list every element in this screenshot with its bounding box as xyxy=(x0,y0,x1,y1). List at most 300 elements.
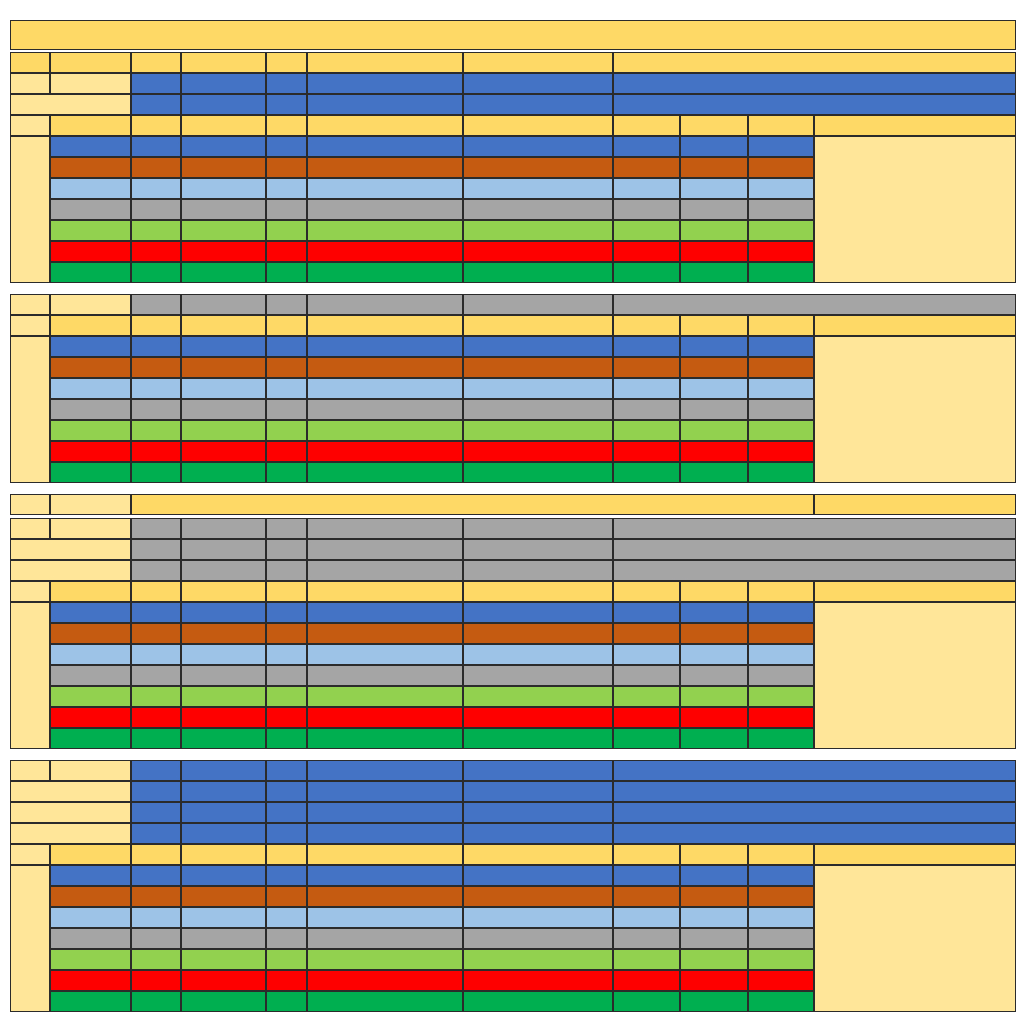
ship-name[interactable] xyxy=(181,560,266,581)
total-cell[interactable] xyxy=(307,707,463,728)
total-cell[interactable] xyxy=(680,220,748,241)
total-cell[interactable] xyxy=(613,665,680,686)
ship-location[interactable] xyxy=(307,73,463,94)
total-cell[interactable] xyxy=(266,728,307,749)
power-label-germany[interactable] xyxy=(50,928,131,949)
total-cell[interactable] xyxy=(463,420,613,441)
summary-header-cell[interactable] xyxy=(50,581,131,602)
total-cell[interactable] xyxy=(463,136,613,157)
total-cell[interactable] xyxy=(307,686,463,707)
total-cell[interactable] xyxy=(748,623,814,644)
total-cell[interactable] xyxy=(181,136,266,157)
ship-cause[interactable] xyxy=(463,802,613,823)
total-cell[interactable] xyxy=(266,441,307,462)
total-cell[interactable] xyxy=(266,241,307,262)
total-cell[interactable] xyxy=(613,262,680,283)
main-header-cell[interactable] xyxy=(307,52,463,73)
ship-comment[interactable] xyxy=(613,539,1016,560)
total-cell[interactable] xyxy=(463,462,613,483)
total-cell[interactable] xyxy=(307,441,463,462)
ship-type[interactable] xyxy=(266,560,307,581)
total-cell[interactable] xyxy=(748,336,814,357)
summary-header-cell[interactable] xyxy=(266,115,307,136)
total-cell[interactable] xyxy=(181,886,266,907)
total-cell[interactable] xyxy=(266,686,307,707)
summary-header-cell[interactable] xyxy=(181,315,266,336)
main-header-cell[interactable] xyxy=(613,52,1016,73)
summary-header-cell[interactable] xyxy=(814,844,1016,865)
total-cell[interactable] xyxy=(307,399,463,420)
total-cell[interactable] xyxy=(613,336,680,357)
ship-type[interactable] xyxy=(266,294,307,315)
total-cell[interactable] xyxy=(131,602,181,623)
total-cell[interactable] xyxy=(131,886,181,907)
total-cell[interactable] xyxy=(307,336,463,357)
total-cell[interactable] xyxy=(613,707,680,728)
total-cell[interactable] xyxy=(266,991,307,1012)
total-cell[interactable] xyxy=(181,220,266,241)
main-header-cell[interactable] xyxy=(266,52,307,73)
spacer-cell[interactable] xyxy=(10,115,50,136)
total-cell[interactable] xyxy=(748,686,814,707)
total-cell[interactable] xyxy=(463,241,613,262)
total-cell[interactable] xyxy=(181,991,266,1012)
summary-header-cell[interactable] xyxy=(748,315,814,336)
total-cell[interactable] xyxy=(748,399,814,420)
total-cell[interactable] xyxy=(266,865,307,886)
total-cell[interactable] xyxy=(131,241,181,262)
total-cell[interactable] xyxy=(463,686,613,707)
total-cell[interactable] xyxy=(131,357,181,378)
total-cell[interactable] xyxy=(680,907,748,928)
ship-cause[interactable] xyxy=(463,94,613,115)
ship-power[interactable] xyxy=(131,539,181,560)
turn-cell[interactable] xyxy=(50,294,131,315)
summary-header-cell[interactable] xyxy=(307,315,463,336)
summary-header-cell[interactable] xyxy=(131,844,181,865)
power-label-germany[interactable] xyxy=(50,665,131,686)
notes-cell[interactable] xyxy=(814,602,1016,749)
summary-header-cell[interactable] xyxy=(748,115,814,136)
main-header-cell[interactable] xyxy=(50,52,131,73)
power-label-italy[interactable] xyxy=(50,949,131,970)
total-cell[interactable] xyxy=(680,707,748,728)
ship-power[interactable] xyxy=(131,73,181,94)
total-cell[interactable] xyxy=(131,178,181,199)
total-cell[interactable] xyxy=(680,644,748,665)
total-cell[interactable] xyxy=(181,970,266,991)
total-cell[interactable] xyxy=(613,970,680,991)
total-cell[interactable] xyxy=(266,886,307,907)
power-label-france[interactable] xyxy=(50,178,131,199)
total-cell[interactable] xyxy=(181,644,266,665)
ship-power[interactable] xyxy=(131,823,181,844)
power-label-cw[interactable] xyxy=(50,865,131,886)
total-cell[interactable] xyxy=(748,357,814,378)
total-cell[interactable] xyxy=(748,949,814,970)
ship-location[interactable] xyxy=(307,518,463,539)
spacer-cell[interactable] xyxy=(10,336,50,483)
total-cell[interactable] xyxy=(613,686,680,707)
total-cell[interactable] xyxy=(463,728,613,749)
main-header-cell[interactable] xyxy=(10,52,50,73)
total-cell[interactable] xyxy=(613,928,680,949)
total-cell[interactable] xyxy=(613,441,680,462)
power-label-germany[interactable] xyxy=(50,199,131,220)
total-cell[interactable] xyxy=(613,378,680,399)
main-header-cell[interactable] xyxy=(181,52,266,73)
main-header-cell[interactable] xyxy=(463,52,613,73)
total-cell[interactable] xyxy=(181,199,266,220)
total-cell[interactable] xyxy=(131,441,181,462)
summary-header-cell[interactable] xyxy=(748,581,814,602)
total-cell[interactable] xyxy=(613,199,680,220)
total-cell[interactable] xyxy=(748,907,814,928)
total-cell[interactable] xyxy=(307,199,463,220)
total-cell[interactable] xyxy=(307,157,463,178)
total-cell[interactable] xyxy=(463,707,613,728)
summary-header-cell[interactable] xyxy=(680,115,748,136)
total-cell[interactable] xyxy=(463,220,613,241)
total-cell[interactable] xyxy=(613,420,680,441)
year-cell[interactable] xyxy=(10,760,50,781)
total-cell[interactable] xyxy=(266,623,307,644)
turn-cell[interactable] xyxy=(50,73,131,94)
total-cell[interactable] xyxy=(181,623,266,644)
total-cell[interactable] xyxy=(307,220,463,241)
total-cell[interactable] xyxy=(463,336,613,357)
summary-header-cell[interactable] xyxy=(181,844,266,865)
total-cell[interactable] xyxy=(307,865,463,886)
ship-power[interactable] xyxy=(131,802,181,823)
summary-header-cell[interactable] xyxy=(613,581,680,602)
total-cell[interactable] xyxy=(307,907,463,928)
notes-cell[interactable] xyxy=(814,136,1016,283)
total-cell[interactable] xyxy=(463,602,613,623)
year-cell[interactable] xyxy=(10,518,50,539)
total-cell[interactable] xyxy=(680,949,748,970)
ship-location[interactable] xyxy=(307,539,463,560)
power-label-ussr[interactable] xyxy=(50,357,131,378)
power-label-ussr[interactable] xyxy=(50,886,131,907)
ship-name[interactable] xyxy=(181,539,266,560)
total-cell[interactable] xyxy=(181,707,266,728)
spacer-cell[interactable] xyxy=(10,581,50,602)
ship-name[interactable] xyxy=(181,823,266,844)
total-cell[interactable] xyxy=(181,602,266,623)
ship-type[interactable] xyxy=(266,781,307,802)
summary-header-cell[interactable] xyxy=(266,315,307,336)
total-cell[interactable] xyxy=(266,357,307,378)
total-cell[interactable] xyxy=(463,199,613,220)
total-cell[interactable] xyxy=(131,262,181,283)
total-cell[interactable] xyxy=(748,991,814,1012)
total-cell[interactable] xyxy=(463,357,613,378)
spacer-cell[interactable] xyxy=(10,823,131,844)
total-cell[interactable] xyxy=(181,462,266,483)
total-cell[interactable] xyxy=(131,399,181,420)
total-cell[interactable] xyxy=(131,707,181,728)
total-cell[interactable] xyxy=(613,220,680,241)
total-cell[interactable] xyxy=(463,378,613,399)
power-label-usa[interactable] xyxy=(50,991,131,1012)
summary-header-cell[interactable] xyxy=(680,581,748,602)
total-cell[interactable] xyxy=(613,907,680,928)
ship-location[interactable] xyxy=(307,802,463,823)
total-cell[interactable] xyxy=(307,420,463,441)
power-label-cw[interactable] xyxy=(50,136,131,157)
total-cell[interactable] xyxy=(131,928,181,949)
total-cell[interactable] xyxy=(266,928,307,949)
ship-comment[interactable] xyxy=(613,94,1016,115)
year-cell[interactable] xyxy=(10,73,50,94)
notes-cell[interactable] xyxy=(814,336,1016,483)
total-cell[interactable] xyxy=(266,220,307,241)
total-cell[interactable] xyxy=(307,665,463,686)
spacer-cell[interactable] xyxy=(10,539,131,560)
total-cell[interactable] xyxy=(748,865,814,886)
ship-location[interactable] xyxy=(307,823,463,844)
total-cell[interactable] xyxy=(307,623,463,644)
total-cell[interactable] xyxy=(131,970,181,991)
total-cell[interactable] xyxy=(680,420,748,441)
total-cell[interactable] xyxy=(181,241,266,262)
total-cell[interactable] xyxy=(680,865,748,886)
total-cell[interactable] xyxy=(680,241,748,262)
total-cell[interactable] xyxy=(463,262,613,283)
power-label-ussr[interactable] xyxy=(50,623,131,644)
total-cell[interactable] xyxy=(181,157,266,178)
ship-type[interactable] xyxy=(266,760,307,781)
ship-power[interactable] xyxy=(131,294,181,315)
ship-name[interactable] xyxy=(181,294,266,315)
total-cell[interactable] xyxy=(131,420,181,441)
spacer-cell[interactable] xyxy=(10,560,131,581)
ship-comment[interactable] xyxy=(613,560,1016,581)
total-cell[interactable] xyxy=(748,199,814,220)
summary-header-cell[interactable] xyxy=(131,315,181,336)
summary-header-cell[interactable] xyxy=(307,844,463,865)
total-cell[interactable] xyxy=(307,928,463,949)
total-cell[interactable] xyxy=(748,886,814,907)
ship-cause[interactable] xyxy=(463,781,613,802)
power-label-usa[interactable] xyxy=(50,728,131,749)
power-label-usa[interactable] xyxy=(50,462,131,483)
total-cell[interactable] xyxy=(307,602,463,623)
spacer-cell[interactable] xyxy=(10,802,131,823)
summary-header-cell[interactable] xyxy=(463,315,613,336)
main-header-cell[interactable] xyxy=(131,52,181,73)
total-cell[interactable] xyxy=(748,178,814,199)
power-label-italy[interactable] xyxy=(50,686,131,707)
total-cell[interactable] xyxy=(463,157,613,178)
total-cell[interactable] xyxy=(266,949,307,970)
power-label-japan[interactable] xyxy=(50,707,131,728)
total-cell[interactable] xyxy=(463,399,613,420)
spacer-cell[interactable] xyxy=(10,315,50,336)
power-label-cw[interactable] xyxy=(50,336,131,357)
total-cell[interactable] xyxy=(748,728,814,749)
spacer-cell[interactable] xyxy=(10,602,50,749)
summary-header-cell[interactable] xyxy=(266,581,307,602)
ship-cause[interactable] xyxy=(463,760,613,781)
total-cell[interactable] xyxy=(266,970,307,991)
total-cell[interactable] xyxy=(266,907,307,928)
total-cell[interactable] xyxy=(181,441,266,462)
total-cell[interactable] xyxy=(613,728,680,749)
ship-power[interactable] xyxy=(131,94,181,115)
total-cell[interactable] xyxy=(463,865,613,886)
ship-comment[interactable] xyxy=(613,518,1016,539)
total-cell[interactable] xyxy=(680,970,748,991)
no-change-cell[interactable] xyxy=(131,494,814,515)
power-label-ussr[interactable] xyxy=(50,157,131,178)
total-cell[interactable] xyxy=(266,199,307,220)
spacer-cell[interactable] xyxy=(10,136,50,283)
total-cell[interactable] xyxy=(748,157,814,178)
total-cell[interactable] xyxy=(748,602,814,623)
total-cell[interactable] xyxy=(266,378,307,399)
total-cell[interactable] xyxy=(131,728,181,749)
total-cell[interactable] xyxy=(307,178,463,199)
total-cell[interactable] xyxy=(181,399,266,420)
total-cell[interactable] xyxy=(181,728,266,749)
total-cell[interactable] xyxy=(307,728,463,749)
year-cell[interactable] xyxy=(10,294,50,315)
power-label-usa[interactable] xyxy=(50,262,131,283)
total-cell[interactable] xyxy=(680,136,748,157)
total-cell[interactable] xyxy=(463,178,613,199)
total-cell[interactable] xyxy=(181,262,266,283)
total-cell[interactable] xyxy=(680,462,748,483)
turn-cell[interactable] xyxy=(50,494,131,515)
total-cell[interactable] xyxy=(613,886,680,907)
total-cell[interactable] xyxy=(266,157,307,178)
summary-header-cell[interactable] xyxy=(814,581,1016,602)
total-cell[interactable] xyxy=(307,462,463,483)
total-cell[interactable] xyxy=(748,420,814,441)
total-cell[interactable] xyxy=(680,602,748,623)
ship-type[interactable] xyxy=(266,802,307,823)
spacer-cell[interactable] xyxy=(10,94,131,115)
ship-type[interactable] xyxy=(266,823,307,844)
total-cell[interactable] xyxy=(307,136,463,157)
summary-header-cell[interactable] xyxy=(307,581,463,602)
total-cell[interactable] xyxy=(131,157,181,178)
power-label-japan[interactable] xyxy=(50,241,131,262)
ship-type[interactable] xyxy=(266,73,307,94)
ship-type[interactable] xyxy=(266,94,307,115)
total-cell[interactable] xyxy=(307,378,463,399)
turn-cell[interactable] xyxy=(50,760,131,781)
total-cell[interactable] xyxy=(463,907,613,928)
total-cell[interactable] xyxy=(181,378,266,399)
total-cell[interactable] xyxy=(463,970,613,991)
ship-power[interactable] xyxy=(131,781,181,802)
ship-cause[interactable] xyxy=(463,539,613,560)
total-cell[interactable] xyxy=(748,644,814,665)
ship-location[interactable] xyxy=(307,560,463,581)
summary-header-cell[interactable] xyxy=(814,315,1016,336)
total-cell[interactable] xyxy=(613,602,680,623)
total-cell[interactable] xyxy=(680,399,748,420)
total-cell[interactable] xyxy=(131,462,181,483)
ship-power[interactable] xyxy=(131,560,181,581)
total-cell[interactable] xyxy=(266,336,307,357)
ship-name[interactable] xyxy=(181,94,266,115)
ship-comment[interactable] xyxy=(613,781,1016,802)
total-cell[interactable] xyxy=(613,991,680,1012)
total-cell[interactable] xyxy=(266,136,307,157)
summary-header-cell[interactable] xyxy=(181,581,266,602)
ship-location[interactable] xyxy=(307,94,463,115)
year-cell[interactable] xyxy=(10,494,50,515)
total-cell[interactable] xyxy=(680,928,748,949)
ship-type[interactable] xyxy=(266,518,307,539)
summary-header-cell[interactable] xyxy=(814,115,1016,136)
total-cell[interactable] xyxy=(131,907,181,928)
total-cell[interactable] xyxy=(463,441,613,462)
summary-header-cell[interactable] xyxy=(463,581,613,602)
total-cell[interactable] xyxy=(680,199,748,220)
total-cell[interactable] xyxy=(131,136,181,157)
total-cell[interactable] xyxy=(613,241,680,262)
ship-cause[interactable] xyxy=(463,823,613,844)
summary-header-cell[interactable] xyxy=(266,844,307,865)
total-cell[interactable] xyxy=(181,686,266,707)
sheet-title[interactable] xyxy=(10,20,1016,50)
spacer-cell[interactable] xyxy=(10,865,50,1012)
total-cell[interactable] xyxy=(748,970,814,991)
total-cell[interactable] xyxy=(181,928,266,949)
summary-header-cell[interactable] xyxy=(50,844,131,865)
total-cell[interactable] xyxy=(266,462,307,483)
total-cell[interactable] xyxy=(680,886,748,907)
total-cell[interactable] xyxy=(680,357,748,378)
power-label-france[interactable] xyxy=(50,907,131,928)
total-cell[interactable] xyxy=(307,970,463,991)
spacer-cell[interactable] xyxy=(814,494,1016,515)
summary-header-cell[interactable] xyxy=(680,844,748,865)
ship-cause[interactable] xyxy=(463,294,613,315)
total-cell[interactable] xyxy=(307,991,463,1012)
total-cell[interactable] xyxy=(463,949,613,970)
total-cell[interactable] xyxy=(463,991,613,1012)
power-label-italy[interactable] xyxy=(50,220,131,241)
total-cell[interactable] xyxy=(613,462,680,483)
summary-header-cell[interactable] xyxy=(50,315,131,336)
total-cell[interactable] xyxy=(680,623,748,644)
summary-header-cell[interactable] xyxy=(680,315,748,336)
total-cell[interactable] xyxy=(266,399,307,420)
summary-header-cell[interactable] xyxy=(748,844,814,865)
total-cell[interactable] xyxy=(131,665,181,686)
ship-comment[interactable] xyxy=(613,73,1016,94)
total-cell[interactable] xyxy=(307,886,463,907)
power-label-germany[interactable] xyxy=(50,399,131,420)
power-label-italy[interactable] xyxy=(50,420,131,441)
ship-power[interactable] xyxy=(131,518,181,539)
power-label-france[interactable] xyxy=(50,644,131,665)
total-cell[interactable] xyxy=(463,644,613,665)
total-cell[interactable] xyxy=(266,644,307,665)
total-cell[interactable] xyxy=(131,378,181,399)
ship-comment[interactable] xyxy=(613,760,1016,781)
total-cell[interactable] xyxy=(748,220,814,241)
total-cell[interactable] xyxy=(748,136,814,157)
total-cell[interactable] xyxy=(748,462,814,483)
total-cell[interactable] xyxy=(181,178,266,199)
